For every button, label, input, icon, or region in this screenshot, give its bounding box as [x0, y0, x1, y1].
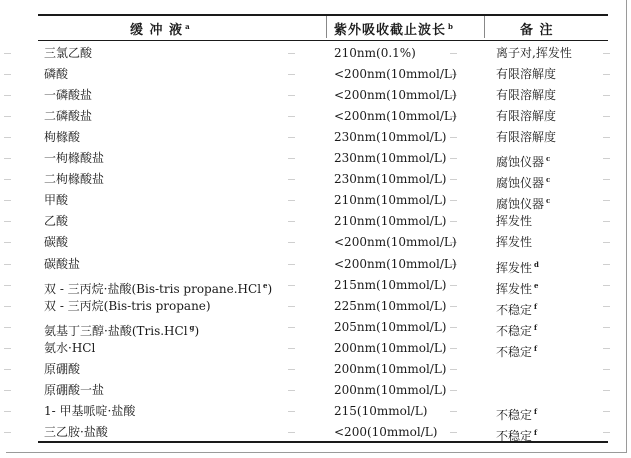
faint-dash: [4, 95, 11, 96]
faint-dash: [288, 95, 295, 96]
table-top-rule: [38, 14, 608, 16]
faint-dash: [603, 369, 610, 370]
buffer-name-tail: ): [194, 323, 200, 338]
faint-dash: [603, 137, 610, 138]
cell-uv-cutoff: 210nm(10mmol/L): [334, 193, 447, 208]
table-row: [38, 64, 608, 85]
cell-buffer: [44, 380, 104, 401]
faint-dash: [288, 411, 295, 412]
faint-dash: [4, 390, 11, 391]
cell-buffer: [44, 211, 68, 232]
remark-footnote-mark: e: [534, 280, 539, 290]
table-row: [38, 296, 608, 317]
table-row: [38, 169, 608, 190]
table-row: [38, 422, 608, 443]
buffer-name: 乙酸: [44, 214, 69, 229]
remark-text: 不稳定: [496, 407, 533, 422]
buffer-name: 双 - 三丙烷·盐酸(Bis-tris propane.HCl: [44, 281, 262, 296]
faint-dash: [603, 432, 610, 433]
faint-dash: [603, 285, 610, 286]
faint-dash: [450, 221, 457, 222]
remark-footnote-mark: f: [534, 322, 538, 332]
faint-dash: [603, 200, 610, 201]
faint-dash: [288, 327, 295, 328]
cell-uv-cutoff: <200nm(10mmol/L): [334, 235, 457, 250]
cell-remark: [496, 85, 556, 106]
cell-buffer: [44, 169, 104, 190]
faint-dash: [288, 348, 295, 349]
remark-text: 不稳定: [496, 344, 533, 359]
faint-dash: [4, 327, 11, 328]
table-row: [38, 211, 608, 232]
faint-dash: [288, 74, 295, 75]
faint-dash: [4, 348, 11, 349]
cell-uv-cutoff: 200nm(10mmol/L): [334, 361, 447, 376]
cell-uv-cutoff: <200nm(10mmol/L): [334, 67, 457, 82]
faint-dash: [288, 53, 295, 54]
cell-uv-cutoff: <200nm(10mmol/L): [334, 256, 457, 271]
cell-remark: [496, 232, 532, 253]
cell-buffer: [44, 254, 80, 275]
faint-dash: [450, 327, 457, 328]
buffer-name: 磷酸: [44, 67, 69, 82]
buffer-name: 氨基丁三醇·盐酸(Tris.HCl: [44, 323, 188, 338]
cell-buffer: [44, 64, 68, 85]
table-row: [38, 254, 608, 275]
cell-uv-cutoff: 225nm(10mmol/L): [334, 298, 447, 313]
cell-remark: [496, 422, 537, 447]
cell-uv-cutoff: 215nm(10mmol/L): [334, 277, 447, 292]
faint-dash: [603, 158, 610, 159]
remark-text: 离子对,挥发性: [496, 46, 572, 60]
remark-text: 不稳定: [496, 323, 533, 338]
faint-dash: [450, 179, 457, 180]
buffer-name: 枸橼酸: [44, 130, 81, 145]
header-divider-1: [326, 16, 327, 38]
table-row: [38, 359, 608, 380]
faint-dash: [603, 242, 610, 243]
remark-footnote-mark: d: [534, 259, 539, 269]
cell-remark: [496, 64, 556, 85]
buffer-name: 二枸橼酸盐: [44, 172, 105, 187]
faint-dash: [450, 200, 457, 201]
faint-dash: [4, 74, 11, 75]
cell-remark: [496, 211, 532, 232]
remark-text: 挥发性: [496, 260, 533, 275]
buffer-name: 双 - 三丙烷(Bis-tris propane): [44, 298, 211, 313]
faint-dash: [450, 348, 457, 349]
faint-dash: [450, 158, 457, 159]
faint-dash: [4, 264, 11, 265]
faint-dash: [4, 306, 11, 307]
cell-buffer: [44, 338, 95, 359]
table-row: [38, 148, 608, 169]
header-remark-label: 备 注: [520, 23, 554, 38]
table-row: [38, 380, 608, 401]
faint-dash: [450, 369, 457, 370]
cell-remark: [496, 43, 572, 64]
cell-uv-cutoff: 205nm(10mmol/L): [334, 319, 447, 334]
remark-text: 腐蚀仪器: [496, 197, 545, 212]
remark-text: 腐蚀仪器: [496, 155, 545, 170]
faint-dash: [603, 53, 610, 54]
header-buffer-label: 缓 冲 液: [130, 23, 184, 38]
remark-text: 有限溶解度: [496, 88, 557, 103]
faint-dash: [288, 137, 295, 138]
faint-dash: [603, 348, 610, 349]
faint-dash: [603, 390, 610, 391]
faint-dash: [4, 432, 11, 433]
faint-dash: [4, 53, 11, 54]
faint-dash: [288, 390, 295, 391]
buffer-name: 一磷酸盐: [44, 88, 93, 103]
remark-text: 挥发性: [496, 235, 533, 250]
cell-remark: [496, 127, 556, 148]
buffer-footnote-mark: e: [263, 280, 268, 290]
faint-dash: [4, 221, 11, 222]
cell-buffer: [44, 85, 92, 106]
faint-dash: [603, 327, 610, 328]
table-row: [38, 106, 608, 127]
cell-buffer: [44, 127, 80, 148]
cell-uv-cutoff: 230nm(10mmol/L): [334, 172, 447, 187]
faint-dash: [4, 179, 11, 180]
cell-uv-cutoff: 210nm(0.1%): [334, 46, 416, 60]
remark-footnote-mark: f: [534, 301, 538, 311]
cell-remark: [496, 106, 556, 127]
buffer-name: 甲酸: [44, 193, 69, 208]
faint-dash: [450, 306, 457, 307]
faint-dash: [4, 116, 11, 117]
faint-dash: [450, 411, 457, 412]
buffer-name: 碳酸盐: [44, 256, 81, 271]
faint-dash: [4, 200, 11, 201]
cell-uv-cutoff: 215(10mmol/L): [334, 403, 428, 418]
buffer-name: 二磷酸盐: [44, 109, 93, 124]
table-row: [38, 232, 608, 253]
table-row: [38, 401, 608, 422]
cell-uv-cutoff: <200(10mmol/L): [334, 424, 438, 439]
faint-dash: [288, 158, 295, 159]
table-row: [38, 275, 608, 296]
faint-dash: [4, 369, 11, 370]
table-row: [38, 43, 608, 64]
faint-dash: [4, 137, 11, 138]
header-uv: [334, 19, 454, 38]
faint-dash: [603, 116, 610, 117]
remark-text: 不稳定: [496, 302, 533, 317]
remark-footnote-mark: f: [534, 343, 538, 353]
table-row: [38, 85, 608, 106]
buffer-name: 氨水·HCl: [44, 340, 96, 355]
buffer-name: 三氯乙酸: [44, 46, 93, 60]
cell-uv-cutoff: 230nm(10mmol/L): [334, 130, 447, 145]
table-row: [38, 190, 608, 211]
remark-footnote-mark: c: [546, 175, 551, 185]
faint-dash: [288, 306, 295, 307]
buffer-name: 一枸橼酸盐: [44, 151, 105, 166]
cell-buffer: [44, 148, 104, 169]
remark-text: 有限溶解度: [496, 67, 557, 82]
faint-dash: [450, 390, 457, 391]
table-header-rule: [38, 40, 608, 41]
cell-buffer: [44, 401, 135, 422]
buffer-name: 碳酸: [44, 235, 69, 250]
remark-text: 挥发性: [496, 281, 533, 296]
cell-uv-cutoff: <200nm(10mmol/L): [334, 109, 457, 124]
buffer-name: 1- 甲基哌啶·盐酸: [44, 403, 136, 418]
faint-dash: [603, 95, 610, 96]
remark-footnote-mark: c: [546, 154, 551, 164]
cell-uv-cutoff: <200nm(10mmol/L): [334, 88, 457, 103]
table-bottom-rule: [38, 441, 608, 443]
cell-uv-cutoff: 230nm(10mmol/L): [334, 151, 447, 166]
cell-buffer: [44, 296, 211, 317]
header-buffer: [130, 19, 191, 38]
cell-uv-cutoff: 200nm(10mmol/L): [334, 340, 447, 355]
remark-footnote-mark: f: [534, 427, 538, 437]
faint-dash: [603, 264, 610, 265]
faint-dash: [603, 411, 610, 412]
faint-dash: [4, 411, 11, 412]
buffer-footnote-mark: g: [189, 322, 195, 332]
faint-dash: [450, 53, 457, 54]
cell-uv-cutoff: 210nm(10mmol/L): [334, 214, 447, 229]
remark-footnote-mark: f: [534, 406, 538, 416]
faint-dash: [4, 158, 11, 159]
buffer-name-tail: ): [267, 281, 273, 296]
header-uv-label: 紫外吸收截止波长: [334, 23, 447, 38]
faint-dash: [603, 74, 610, 75]
cell-buffer: [44, 359, 80, 380]
faint-dash: [603, 221, 610, 222]
remark-footnote-mark: c: [546, 196, 551, 206]
faint-dash: [288, 369, 295, 370]
remark-text: 有限溶解度: [496, 109, 557, 124]
faint-dash: [603, 179, 610, 180]
cell-buffer: [44, 43, 92, 64]
faint-dash: [288, 221, 295, 222]
remark-text: 挥发性: [496, 214, 533, 229]
faint-dash: [288, 242, 295, 243]
faint-dash: [603, 306, 610, 307]
faint-dash: [288, 264, 295, 265]
header-divider-2: [484, 16, 485, 38]
remark-text: 腐蚀仪器: [496, 176, 545, 191]
faint-dash: [288, 285, 295, 286]
faint-dash: [288, 179, 295, 180]
faint-dash: [450, 137, 457, 138]
faint-dash: [288, 432, 295, 433]
cell-buffer: [44, 106, 92, 127]
table-row: [38, 338, 608, 359]
buffer-name: 原硼酸: [44, 361, 81, 376]
cell-buffer: [44, 232, 68, 253]
faint-dash: [288, 200, 295, 201]
remark-text: 不稳定: [496, 428, 533, 443]
header-uv-note: b: [448, 21, 454, 31]
remark-text: 有限溶解度: [496, 130, 557, 145]
faint-dash: [450, 285, 457, 286]
faint-dash: [4, 285, 11, 286]
table-row: [38, 127, 608, 148]
buffer-name: 三乙胺·盐酸: [44, 424, 108, 439]
cell-uv-cutoff: 200nm(10mmol/L): [334, 382, 447, 397]
header-buffer-note: a: [185, 21, 191, 31]
cell-buffer: [44, 422, 108, 443]
table-row: [38, 317, 608, 338]
faint-dash: [450, 432, 457, 433]
faint-dash: [288, 116, 295, 117]
header-remark: [520, 19, 554, 38]
cell-buffer: [44, 190, 68, 211]
faint-dash: [4, 242, 11, 243]
buffer-name: 原硼酸一盐: [44, 382, 105, 397]
